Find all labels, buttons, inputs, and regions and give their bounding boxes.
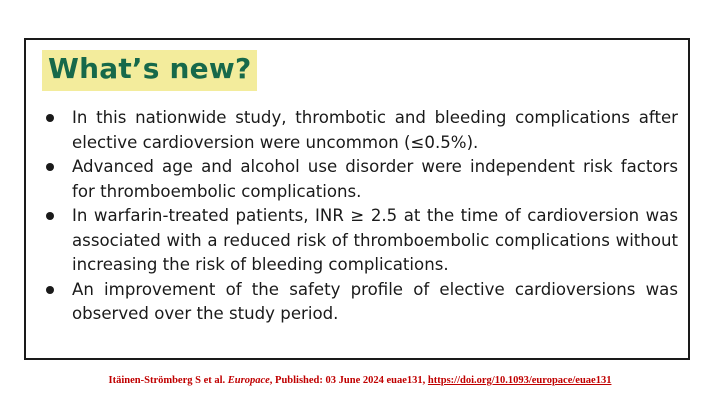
bullet-item <box>42 278 678 327</box>
bullet-dot-icon <box>46 114 54 122</box>
box-heading: What’s new? <box>42 50 257 91</box>
citation-published: , Published: 03 June 2024 euae131, <box>269 375 428 386</box>
bullet-dot-icon <box>46 163 54 171</box>
citation <box>0 375 720 386</box>
bullet-text: In this nationwide study, thrombotic and bleeding complications after elective cardioversion were uncommon (≤0.5%). <box>72 108 678 152</box>
bullet-item <box>42 204 678 278</box>
bullet-dot-icon <box>46 286 54 294</box>
bullet-item <box>42 106 678 155</box>
bullet-list <box>42 106 678 327</box>
bullet-item <box>42 155 678 204</box>
bullet-text: In warfarin-treated patients, INR ≥ 2.5 at the time of cardioversion was associated with a reduced risk of thromboembolic complications without increasing the risk of bleeding complications. <box>72 206 678 274</box>
bullet-text: An improvement of the safety profile of elective cardioversions was observed over the study period. <box>72 279 678 323</box>
bullet-dot-icon <box>46 212 54 220</box>
citation-authors: Itäinen-Strömberg S et al. <box>108 375 228 386</box>
citation-journal: Europace <box>227 375 270 386</box>
citation-doi-link[interactable]: https://doi.org/10.1093/europace/euae131 <box>427 375 612 386</box>
whats-new-box <box>24 38 690 360</box>
bullet-text: Advanced age and alcohol use disorder were independent risk factors for thromboembolic complications. <box>72 157 678 201</box>
